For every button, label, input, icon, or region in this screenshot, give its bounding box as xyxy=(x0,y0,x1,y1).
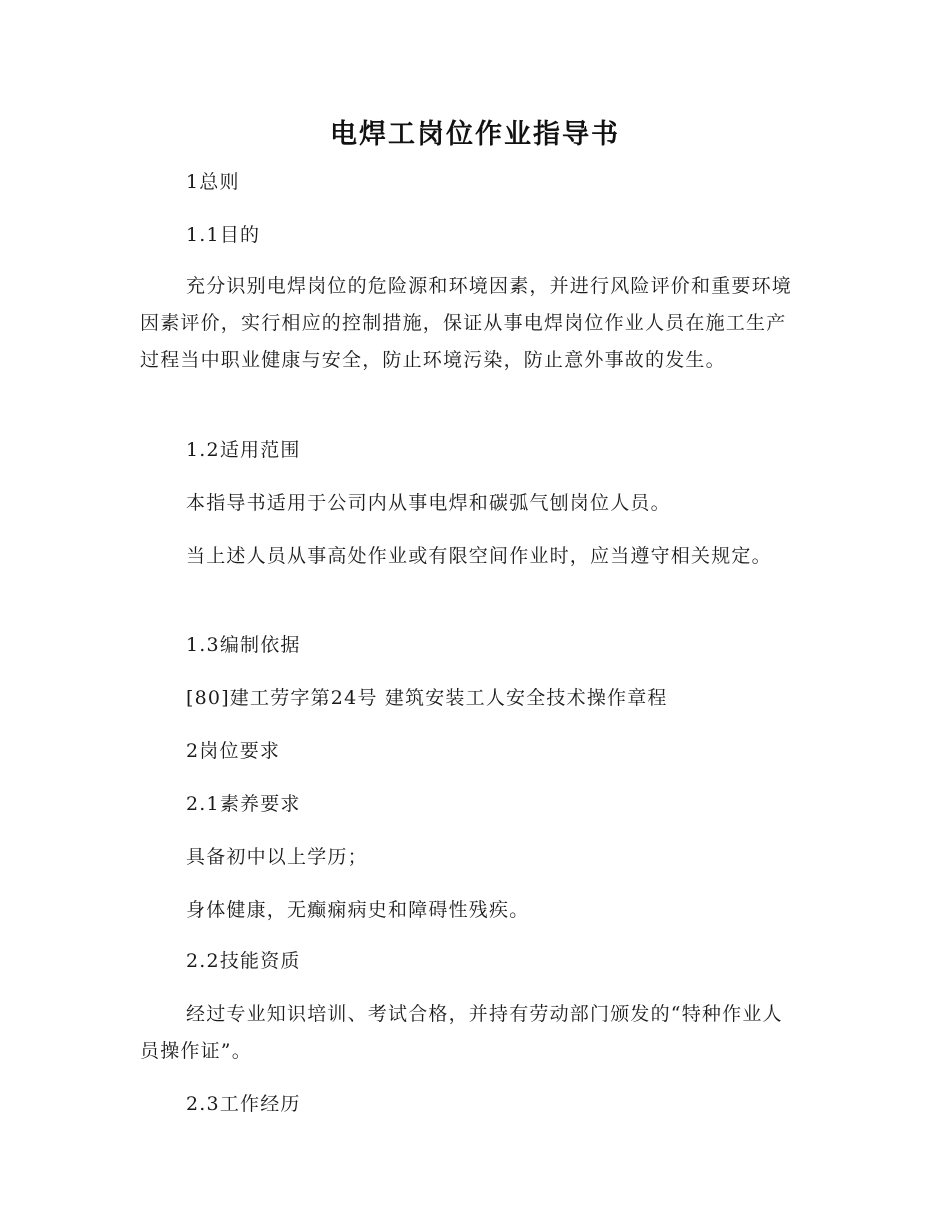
paragraph-purpose: 充分识别电焊岗位的危险源和环境因素，并进行风险评价和重要环境因素评价，实行相应的控制措施，保证从事电焊岗位作业人员在施工生产过程当中职业健康与安全，防止环境污染，防止意外事故的发生。 xyxy=(140,275,793,371)
section-heading-1-3: 1.3编制依据 xyxy=(186,634,301,656)
document-title: 电焊工岗位作业指导书 xyxy=(330,119,620,150)
paragraph-qualification-1: 具备初中以上学历； xyxy=(186,846,368,868)
section-heading-2-1: 2.1素养要求 xyxy=(186,793,301,815)
section-heading-1-1: 1.1目的 xyxy=(186,224,261,246)
paragraph-scope-2: 当上述人员从事高处作业或有限空间作业时，应当遵守相关规定。 xyxy=(186,545,772,567)
section-heading-2-2: 2.2技能资质 xyxy=(186,950,301,972)
paragraph-basis: [80]建工劳字第24号 建筑安装工人安全技术操作章程 xyxy=(186,687,668,709)
section-heading-2-3: 2.3工作经历 xyxy=(186,1093,301,1115)
section-heading-1: 1总则 xyxy=(186,171,240,193)
paragraph-skills: 经过专业知识培训、考试合格，并持有劳动部门颁发的“特种作业人员操作证”。 xyxy=(140,1003,783,1062)
section-heading-1-2: 1.2适用范围 xyxy=(186,439,301,461)
paragraph-scope-1: 本指导书适用于公司内从事电焊和碳弧气刨岗位人员。 xyxy=(186,492,671,514)
section-heading-2: 2岗位要求 xyxy=(186,740,281,762)
paragraph-qualification-2: 身体健康，无癫痫病史和障碍性残疾。 xyxy=(186,899,530,921)
